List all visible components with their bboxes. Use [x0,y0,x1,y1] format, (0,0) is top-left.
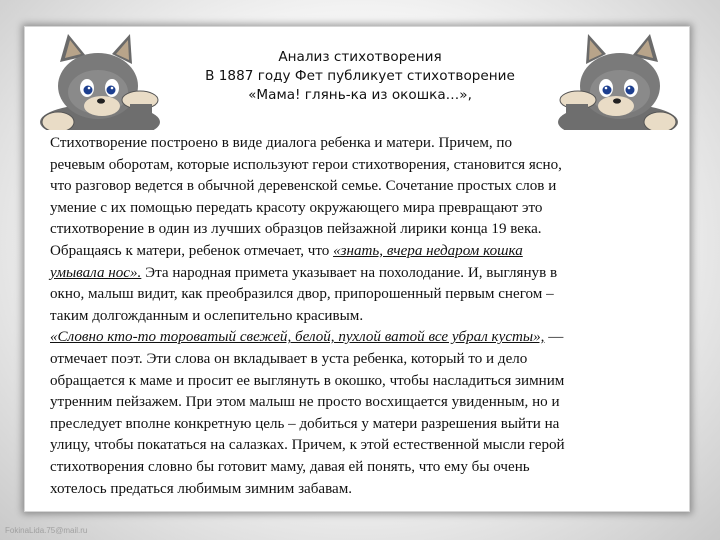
text-line: стихотворение в один из лучших образцов пейзажной лирики конца 19 века. [50,221,542,238]
text-line: умение с их помощью передать красоту окружающего мира превращают это [50,199,543,216]
text-line [50,241,675,263]
title-line-3: «Мама! глянь-ка из окошка…», [248,87,472,103]
text-segment: Обращаясь к матери, ребенок отмечает, что [50,242,334,259]
peeking-cat-icon [30,30,164,130]
text-segment: Эта народная примета указывает на похолодание. И, выглянув в [141,264,558,281]
author-email: FokinaLida.75@mail.ru [5,526,88,535]
text-line: обращается к маме и просит ее выглянуть в окошко, чтобы насладиться зимним [50,372,565,389]
text-line: улицу, чтобы покататься на салазках. Причем, к этой естественной мысли герой [50,437,565,454]
text-line: таким долгожданным и ослепительно красивым. [50,307,364,324]
quote-cat: «знать, вчера недаром кошка [333,242,523,259]
text-line [50,327,675,349]
text-line: преследует вполне конкретную цель – добиться у матери разрешения выйти на [50,415,560,432]
quote-cat-end: умывала нос». [50,264,142,281]
text-line: Стихотворение построено в виде диалога ребенка и матери. Причем, по [50,135,513,151]
text-line: стихотворения словно бы готовит маму, давая ей понять, что ему бы очень [50,458,530,475]
title-line-2: В 1887 году Фет публикует стихотворение [205,68,515,84]
text-line: что разговор ведется в обычной деревенской семье. Сочетание простых слов и [50,178,557,195]
text-line: утренним пейзажем. При этом малыш не просто восхищается увиденным, но и [50,394,560,411]
text-line: речевым оборотам, которые используют герои стихотворения, становится ясно, [50,156,562,173]
title-line-1: Анализ стихотворения [278,49,442,65]
text-line [50,263,675,285]
text-line: отмечает поэт. Эти слова он вкладывает в уста ребенка, который то и дело [50,350,528,367]
analysis-text [50,133,675,500]
text-segment: — [544,329,564,346]
text-line: окно, малыш видит, как преобразился двор, припорошенный первым снегом – [50,286,554,303]
text-line: хотелось предаться любимым зимним забавам. [50,480,353,497]
slide-title [150,48,570,105]
quote-snow: «Словно кто-то тороватый свежей, белой, пухлой ватой все убрал кусты», [50,329,545,346]
